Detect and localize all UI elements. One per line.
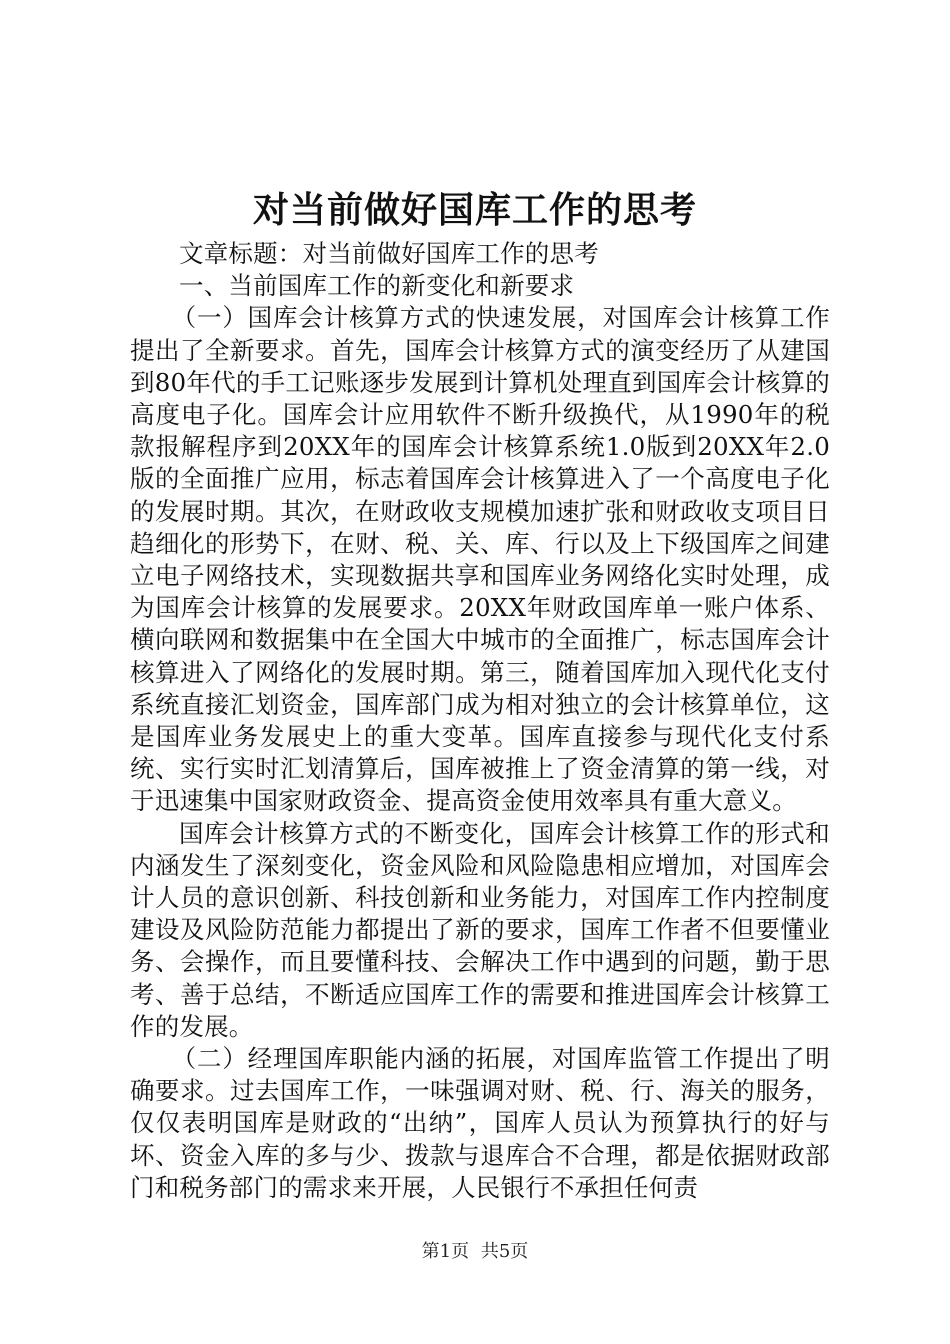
page-total: 共5页: [480, 1241, 529, 1262]
page-footer: [0, 1240, 950, 1264]
page-number: 第1页: [421, 1241, 470, 1262]
document-body: [130, 238, 830, 1204]
paragraph: （二）经理国库职能内涵的拓展，对国库监管工作提出了明确要求。过去国库工作，一味强调对财、税、行、海关的服务，仅仅表明国库是财政的“出纳”，国库人员认为预算执行的好与坏、资金入库的多与少、拨款与退库合不合理，都是依据财政部门和税务部门的需求来开展，人民银行不承担任何责: [130, 1044, 830, 1202]
article-title-line: 文章标题：对当前做好国库工作的思考: [179, 239, 599, 268]
paragraph: （一）国库会计核算方式的快速发展，对国库会计核算工作提出了全新要求。首先，国库会计核算方式的演变经历了从建国到80年代的手工记账逐步发展到计算机处理直到国库会计核算的高度电子化。国库会计应用软件不断升级换代，从1990年的税款报解程序到20XX年的国库会计核算系统1.0版到20XX年2.0版的全面推广应用，标志着国库会计核算进入了一个高度电子化的发展时期。其次，在财政收支规模加速扩张和财政收支项目日趋细化的形势下，在财、税、关、库、行以及上下级国库之间建立电子网络技术，实现数据共享和国库业务网络化实时处理，成为国库会计核算的发展要求。20XX年财政国库单一账户体系、横向联网和数据集中在全国大中城市的全面推广，标志国库会计核算进入了网络化的发展时期。第三，随着国库加入现代化支付系统直接汇划资金，国库部门成为相对独立的会计核算单位，这是国库业务发展史上的重大变革。国库直接参与现代化支付系统、实行实时汇划清算后，国库被推上了资金清算的第一线，对于迅速集中国家财政资金、提高资金使用效率具有重大意义。: [130, 303, 830, 816]
section-heading: 一、当前国库工作的新变化和新要求: [179, 271, 575, 301]
paragraph: 国库会计核算方式的不断变化，国库会计核算工作的形式和内涵发生了深刻变化，资金风险和风险隐患相应增加，对国库会计人员的意识创新、科技创新和业务能力，对国库工作内控制度建设及风险防范能力都提出了新的要求，国库工作者不但要懂业务、会操作，而且要懂科技、会解决工作中遇到的问题，勤于思考、善于总结，不断适应国库工作的需要和推进国库会计核算工作的发展。: [130, 818, 830, 1041]
document-title: 对当前做好国库工作的思考: [252, 189, 697, 231]
